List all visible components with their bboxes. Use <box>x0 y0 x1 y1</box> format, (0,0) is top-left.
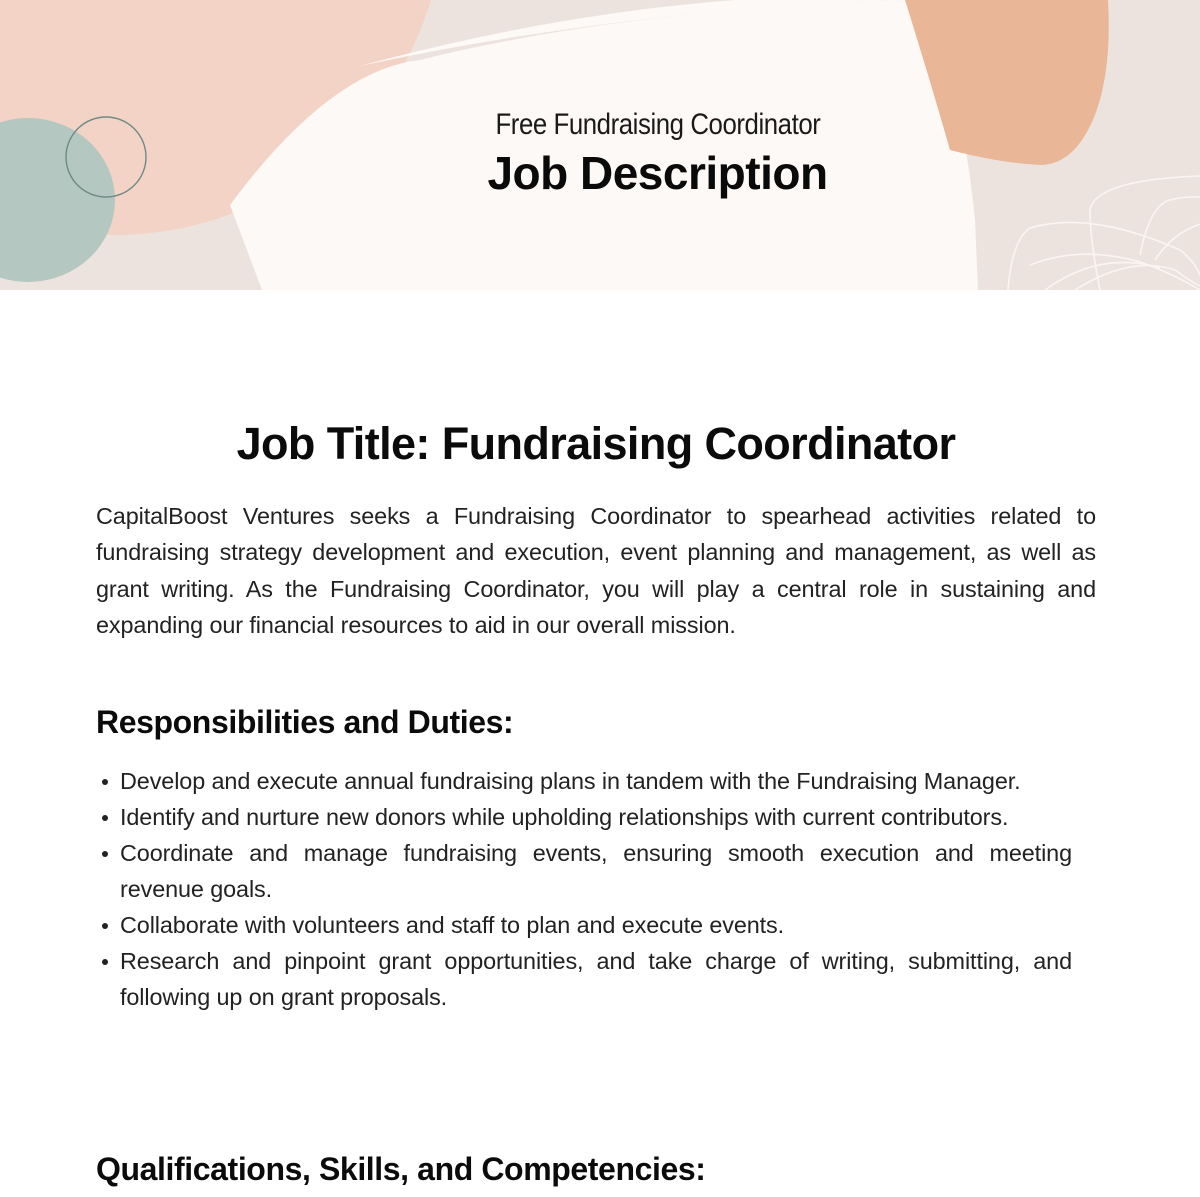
document-body <box>96 412 1096 1015</box>
header-text-block <box>0 108 1200 200</box>
list-item-text: Research and pinpoint grant opportunities, and take charge of writing, submitting, and following up on grant proposals. <box>120 948 1072 1011</box>
qualifications-heading: Qualifications, Skills, and Competencies: <box>96 1151 706 1187</box>
list-item-text: Collaborate with volunteers and staff to plan and execute events. <box>120 912 785 939</box>
list-item <box>96 799 1072 835</box>
bullet-icon <box>102 779 108 785</box>
bullet-icon <box>102 851 108 857</box>
bullet-icon <box>102 959 108 965</box>
list-item-text: Develop and execute annual fundraising plans in tandem with the Fundraising Manager. <box>120 768 1021 795</box>
responsibilities-heading: Responsibilities and Duties: <box>96 704 514 741</box>
bullet-icon <box>102 815 108 821</box>
header-subtitle: Free Fundraising Coordinator <box>495 108 820 141</box>
list-item-text: Coordinate and manage fundraising events, ensuring smooth execution and meeting revenue goals. <box>120 840 1072 903</box>
header-banner <box>0 0 1200 290</box>
list-item <box>96 763 1072 799</box>
bullet-icon <box>102 923 108 929</box>
header-title: Job Description <box>487 147 828 199</box>
intro-paragraph: CapitalBoost Ventures seeks a Fundraising Coordinator to spearhead activities related to fundraising strategy development and execution, event planning and management, as well as grant writing. As the Fundraising Coordinator, you will play a central role in sustaining and expanding our financial resources to aid in our overall mission. <box>96 503 1096 638</box>
list-item <box>96 943 1072 1015</box>
list-item <box>96 835 1072 907</box>
list-item-text: Identify and nurture new donors while upholding relationships with current contributors. <box>120 804 1009 831</box>
job-title-heading: Job Title: Fundraising Coordinator <box>236 418 956 469</box>
responsibilities-list <box>96 763 1072 1015</box>
list-item <box>96 907 1072 943</box>
